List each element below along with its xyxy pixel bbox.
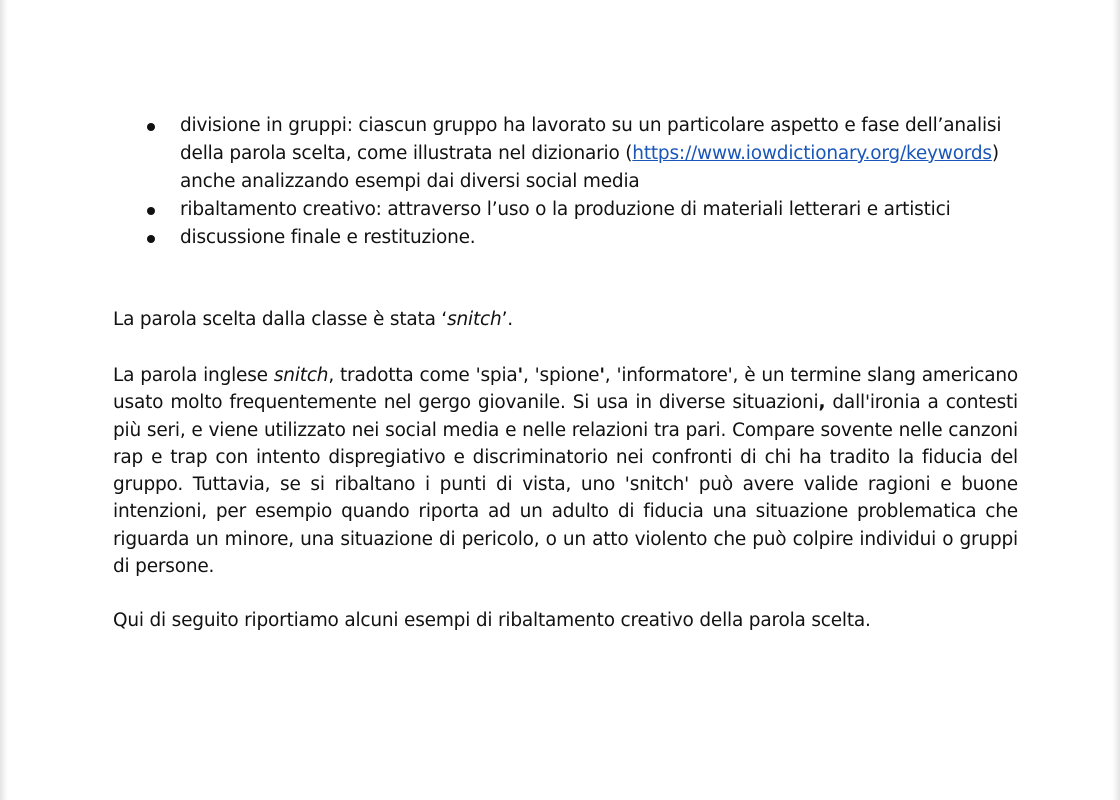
page-edge-left <box>0 0 8 800</box>
paragraph-definition: La parola inglese snitch, tradotta come 'spia', 'spione', 'informatore', è un termine slang americano usato molto frequentemente nel gergo giovanile. Si usa in diverse situazioni, dall'ironia a contesti più seri, e viene utilizzato nei social media e nelle relazioni tra pari. Compare sovente nelle canzoni rap e trap con intento dispregiativo e discriminatorio nei confronti di chi ha tradito la fiducia del gruppo. Tuttavia, se si ribaltano i punti di vista, uno 'snitch' può avere valide ragioni e buone intenzioni, per esempio quando riporta ad un adulto di fiducia una situazione problematica che riguarda un minore, una situazione di pericolo, o un atto violento che può colpire individui o gruppi di persone. <box>113 365 1019 578</box>
bullet-item-discussion: discussione finale e restituzione. <box>180 224 1020 252</box>
iowdictionary-link[interactable]: https://www.iowdictionary.org/keywords <box>632 143 992 164</box>
bullet-item-creative: ribaltamento creativo: attraverso l’uso o la produzione di materiali letterari e artistici <box>180 196 1020 224</box>
bullet-item-groups: divisione in gruppi: ciascun gruppo ha lavorato su un particolare aspetto e fase dell’analisi della parola scelta, come illustrata nel dizionario (https://www.iowdictionary.org/keywords) anche analizzando esempi dai diversi social media <box>180 112 1020 196</box>
page-edge-right <box>1112 0 1120 800</box>
bullet-list <box>180 112 1020 252</box>
chosen-word: snitch <box>447 309 502 330</box>
paragraph-chosen-word: La parola scelta dalla classe è stata ‘snitch’. <box>113 309 513 330</box>
definition-word: snitch <box>273 365 329 386</box>
document-page <box>8 0 1112 800</box>
paragraph-examples-intro: Qui di seguito riportiamo alcuni esempi di ribaltamento creativo della parola scelta. <box>113 610 871 631</box>
